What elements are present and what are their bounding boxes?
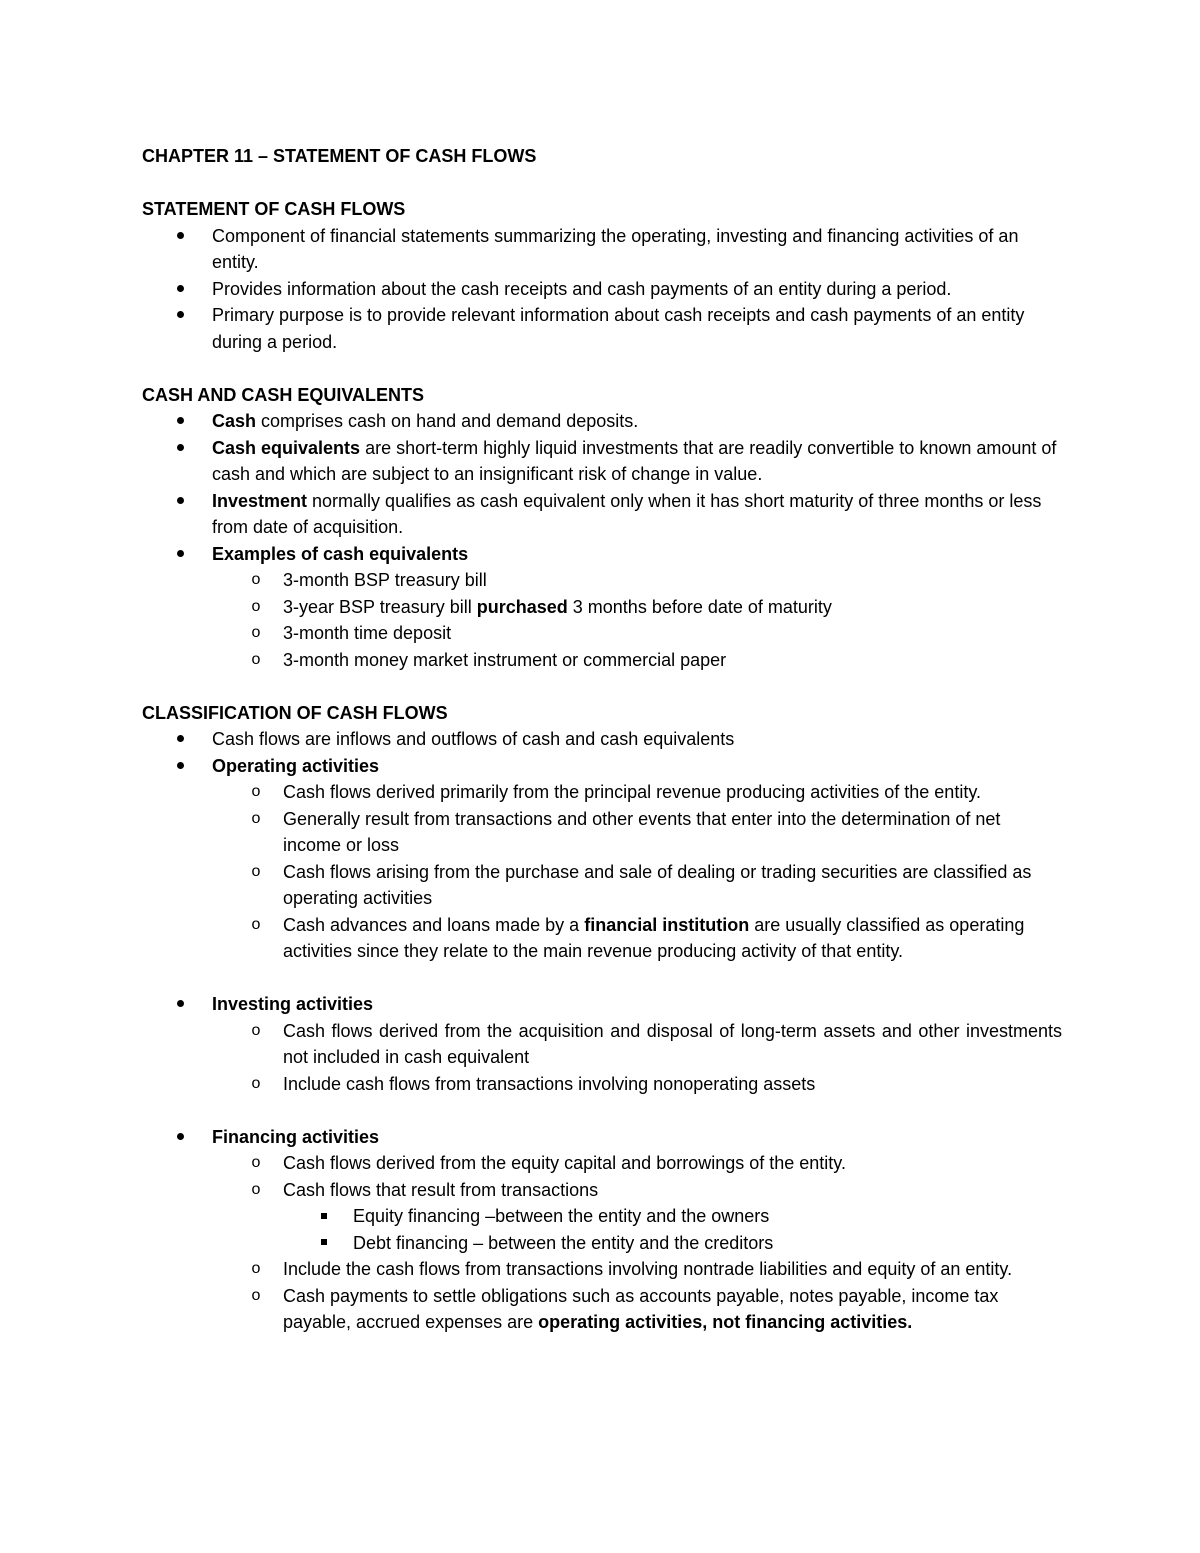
circle-bullet-icon: o	[251, 809, 261, 827]
bullet-icon	[172, 435, 188, 462]
sub-list-item: o 3-year BSP treasury bill purchased 3 months before date of maturity	[142, 594, 1062, 621]
circle-bullet-icon: o	[251, 571, 261, 588]
sub-sub-list-item: Debt financing – between the entity and the creditors	[142, 1230, 1062, 1257]
list-item: Cash equivalents are short-term highly liquid investments that are readily convertible to known amount of cash and which are subject to an insignificant risk of change in value.	[142, 435, 1062, 488]
circle-bullet-icon: o	[251, 1074, 261, 1092]
list-item: Investing activities	[142, 991, 1062, 1018]
circle-bullet-icon: o	[251, 1286, 261, 1304]
sub-list-item: o Include cash flows from transactions involving nonoperating assets	[142, 1071, 1062, 1098]
sub-list-item: o 3-month BSP treasury bill	[142, 567, 1062, 594]
sub-list-item: o Cash flows derived from the equity capital and borrowings of the entity.	[142, 1150, 1062, 1177]
sub-list-item: o Generally result from transactions and other events that enter into the determination of net income or loss	[142, 806, 1062, 859]
bullet-icon	[172, 488, 188, 515]
sub-list-item: o Cash flows derived from the acquisition and disposal of long-term assets and other investments not included in cash equivalent	[142, 1018, 1062, 1071]
circle-bullet-icon: o	[251, 1021, 261, 1039]
bullet-icon	[172, 1124, 188, 1151]
chapter-title: CHAPTER 11 – STATEMENT OF CASH FLOWS	[142, 146, 537, 166]
sub-list-item: o Cash advances and loans made by a financial institution are usually classified as operating activities since they relate to the main revenue producing activity of that entity.	[142, 912, 1062, 965]
square-bullet-icon	[316, 1203, 332, 1230]
list-item: Operating activities	[142, 753, 1062, 780]
sub-list-item: o Cash flows derived primarily from the principal revenue producing activities of the entity.	[142, 779, 1062, 806]
list-item: Provides information about the cash receipts and cash payments of an entity during a period.	[142, 276, 1062, 303]
sub-list-item: o Cash flows that result from transactions	[142, 1177, 1062, 1204]
circle-bullet-icon: o	[251, 1154, 261, 1171]
sub-list-item: o Cash payments to settle obligations such as accounts payable, notes payable, income tax payable, accrued expenses are operating activities, not financing activities.	[142, 1283, 1062, 1336]
sub-list-item: o 3-month money market instrument or commercial paper	[142, 647, 1062, 674]
square-bullet-icon	[316, 1230, 332, 1257]
section-heading-classification: CLASSIFICATION OF CASH FLOWS	[142, 702, 448, 723]
circle-bullet-icon: o	[251, 783, 261, 800]
sub-list-item: o 3-month time deposit	[142, 620, 1062, 647]
list-item: Financing activities	[142, 1124, 1062, 1151]
list-item: Investment normally qualifies as cash equivalent only when it has short maturity of three months or less from date of acquisition.	[142, 488, 1062, 541]
bullet-icon	[172, 753, 188, 780]
sub-sub-list-item: Equity financing –between the entity and the owners	[142, 1203, 1062, 1230]
bullet-icon	[172, 302, 188, 329]
sub-list-item: o Cash flows arising from the purchase and sale of dealing or trading securities are classified as operating activities	[142, 859, 1062, 912]
bullet-icon	[172, 541, 188, 568]
circle-bullet-icon: o	[251, 597, 261, 615]
bullet-icon	[172, 223, 188, 250]
document-page	[142, 143, 1062, 1336]
section-heading-scf: STATEMENT OF CASH FLOWS	[142, 199, 406, 219]
list-item: Cash comprises cash on hand and demand deposits.	[142, 408, 1062, 435]
bullet-icon	[172, 276, 188, 303]
circle-bullet-icon: o	[251, 915, 261, 933]
circle-bullet-icon: o	[251, 650, 261, 668]
list-item: Examples of cash equivalents	[142, 541, 1062, 568]
section-heading-cce: CASH AND CASH EQUIVALENTS	[142, 384, 425, 405]
bullet-icon	[172, 726, 188, 753]
list-item: Primary purpose is to provide relevant information about cash receipts and cash payments of an entity during a period.	[142, 302, 1062, 355]
circle-bullet-icon: o	[251, 862, 261, 880]
sub-list-item: o Include the cash flows from transactions involving nontrade liabilities and equity of an entity.	[142, 1256, 1062, 1283]
list-item: Component of financial statements summarizing the operating, investing and financing activities of an entity.	[142, 223, 1062, 276]
circle-bullet-icon: o	[251, 1180, 261, 1198]
circle-bullet-icon: o	[251, 1260, 261, 1277]
bullet-icon	[172, 408, 188, 435]
list-item: Cash flows are inflows and outflows of cash and cash equivalents	[142, 726, 1062, 753]
circle-bullet-icon: o	[251, 624, 261, 641]
bullet-icon	[172, 991, 188, 1018]
